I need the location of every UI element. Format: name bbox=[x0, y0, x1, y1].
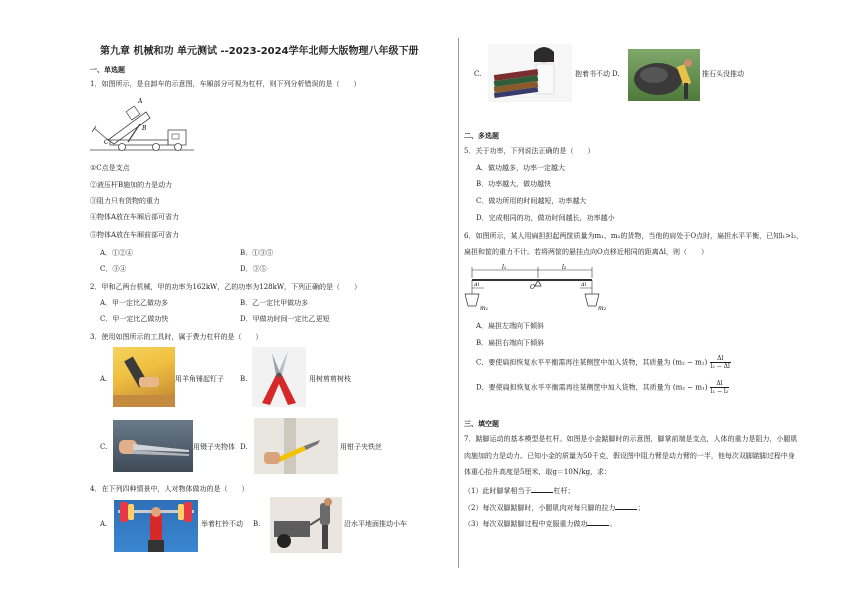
q3-option-d-label: 用钳子夹铁丝 bbox=[340, 443, 382, 451]
q6-option-c-text: C．要使扁担恢复水平平衡需再往某侧筐中加入货物，其质量为 bbox=[476, 358, 671, 367]
q4-option-c-label: 抱着书不动 bbox=[575, 70, 610, 78]
q1-option-a[interactable]: A．①②④ bbox=[100, 249, 134, 257]
q4-option-d-image bbox=[628, 49, 700, 101]
q3-option-d-letter[interactable]: D. bbox=[240, 443, 248, 451]
q7-sub3-end: 。 bbox=[609, 520, 617, 528]
q6-option-c-denominator: l₂ − Δl bbox=[710, 363, 730, 370]
q2-option-b[interactable]: B．乙一定比甲做功多 bbox=[240, 299, 309, 307]
q3-stem: 3．使用如图所示的工具时，属于费力杠杆的是（ ） bbox=[90, 333, 263, 341]
q3-option-a-image bbox=[113, 347, 175, 407]
q1-item-5: ⑤物体A放在车厢前部可省力 bbox=[90, 231, 180, 239]
q5-option-d[interactable]: D．完成相同的功，做功时间越长，功率越小 bbox=[476, 214, 615, 222]
q1-option-b[interactable]: B．①③⑤ bbox=[240, 249, 274, 257]
q6-option-d-fraction bbox=[710, 380, 730, 395]
carrying-pole-figure bbox=[462, 262, 610, 314]
label-l2: l₂ bbox=[562, 264, 567, 271]
q3-option-b-label: 用树剪剪树枝 bbox=[309, 375, 351, 383]
fig-label-b: B bbox=[142, 125, 147, 132]
q7-sub2-text: （2）每次双脚踮脚时，小腿肌肉对每只脚的拉力 bbox=[464, 504, 616, 512]
q3-option-d-image bbox=[254, 418, 338, 474]
q1-item-1: ①C点是支点 bbox=[90, 164, 130, 172]
q7-sub2-end: ； bbox=[637, 504, 645, 512]
q6-option-a[interactable]: A．扁担左端向下倾斜 bbox=[476, 322, 545, 330]
q5-stem: 5．关于功率，下列说法正确的是（ ） bbox=[464, 147, 595, 155]
q6-stem-line1: 6．如图所示，某人用扁担担起两筐质量为m₁、m₂的货物，当他的肩处于O点时，扁担水平平衡，已知l₁>l₂， bbox=[464, 232, 804, 240]
label-dl-left: Δl bbox=[474, 282, 480, 288]
q4-option-d-label: 推石头没推动 bbox=[702, 70, 744, 78]
q1-option-c[interactable]: C．③④ bbox=[100, 265, 127, 273]
q4-option-d-letter[interactable]: D. bbox=[612, 70, 620, 78]
q7-sub1-blank[interactable] bbox=[531, 485, 553, 493]
column-divider bbox=[458, 38, 459, 568]
q7-sub3 bbox=[464, 518, 616, 529]
q7-sub1-end: 杠杆； bbox=[553, 487, 575, 495]
fig-label-a: A bbox=[138, 98, 143, 105]
q4-option-a-image bbox=[114, 500, 198, 552]
q1-item-4: ④物体A放在车厢后部可省力 bbox=[90, 213, 180, 221]
q1-item-3: ③阻力只有货物的重力 bbox=[90, 197, 160, 205]
dump-truck-figure bbox=[88, 94, 196, 156]
q3-option-c-image bbox=[113, 420, 193, 472]
q7-line1: 7．踮脚运动的基本模型是杠杆。如图是小金踮脚时的示意图，脚掌前端是支点，人体的重力是阻力，小腿肌 bbox=[464, 435, 798, 443]
label-o: O bbox=[530, 284, 535, 291]
q7-sub1 bbox=[464, 485, 574, 496]
q3-option-a-letter[interactable]: A. bbox=[100, 375, 108, 383]
q5-option-a[interactable]: A．做功越多，功率一定越大 bbox=[476, 164, 566, 172]
q6-stem-line2: 扁担和筐的重力不计。若将两筐的悬挂点向O点移近相同的距离Δl，则（ ） bbox=[464, 248, 709, 256]
q6-option-b[interactable]: B．扁担右端向下倾斜 bbox=[476, 339, 545, 347]
q7-line2: 肉施加的力是动力。已知小金的质量为50千克，假设图中阻力臂是动力臂的一半，他每次双脚踮脚过程中身 bbox=[464, 452, 795, 460]
q4-stem: 4．在下列四种情景中，人对物体做功的是（ ） bbox=[90, 485, 249, 493]
q1-option-d[interactable]: D．③⑤ bbox=[240, 265, 267, 273]
q7-sub2-blank[interactable] bbox=[615, 502, 637, 510]
q4-option-a-letter[interactable]: A. bbox=[100, 520, 108, 528]
q6-option-c-fraction bbox=[710, 355, 731, 370]
q4-option-b-image bbox=[270, 497, 342, 553]
section-fill-blank: 三、填空题 bbox=[464, 420, 499, 428]
q5-option-c[interactable]: C．做功所用的时间越短，功率越大 bbox=[476, 197, 587, 205]
q6-option-c-numerator: Δl bbox=[710, 355, 731, 363]
q2-option-d[interactable]: D．甲做功时间一定比乙更短 bbox=[240, 315, 330, 323]
q3-option-b-letter[interactable]: B. bbox=[240, 375, 248, 383]
q2-option-c[interactable]: C．甲一定比乙做功快 bbox=[100, 315, 169, 323]
q6-option-c-coef: (m₂ − m₁) bbox=[672, 358, 708, 367]
q2-option-a[interactable]: A．甲一定比乙做功多 bbox=[100, 299, 169, 307]
q3-option-c-label: 用镊子夹物体 bbox=[193, 443, 235, 451]
q7-sub3-blank[interactable] bbox=[587, 518, 609, 526]
q6-option-d[interactable] bbox=[476, 380, 729, 395]
q6-option-d-numerator: Δl bbox=[710, 380, 730, 388]
q5-option-b[interactable]: B．功率越大，做功越快 bbox=[476, 180, 552, 188]
q6-option-d-denominator: l₁ − l₂ bbox=[710, 388, 729, 395]
q4-option-b-letter[interactable]: B. bbox=[253, 520, 261, 528]
q7-sub1-text: （1）此时脚掌相当于 bbox=[464, 487, 532, 495]
page-title: 第九章 机械和功 单元测试 --2023-2024学年北师大版物理八年级下册 bbox=[100, 46, 419, 57]
q6-option-d-text: D．要使扁担恢复水平平衡需再往某侧筐中加入货物，其质量为 bbox=[476, 383, 671, 392]
fig-label-c: C bbox=[104, 139, 109, 146]
q7-sub2 bbox=[464, 502, 644, 513]
label-m1: m₁ bbox=[480, 305, 489, 312]
q4-option-a-label: 举着杠铃不动 bbox=[201, 520, 243, 528]
label-m2: m₂ bbox=[598, 305, 607, 312]
label-dl-right: Δl bbox=[581, 282, 587, 288]
q4-option-b-label: 沿水平地面推动小车 bbox=[344, 520, 407, 528]
q4-option-c-letter[interactable]: C. bbox=[474, 70, 482, 78]
q1-item-2: ②液压杆B施加的力是动力 bbox=[90, 181, 173, 189]
q4-option-c-image bbox=[488, 44, 572, 102]
q7-line3: 体重心抬升高度是5厘米，取g＝10N/kg，求： bbox=[464, 468, 612, 476]
q6-option-d-coef: (m₂ − m₁) bbox=[672, 383, 708, 392]
q2-stem: 2．甲和乙两台机械，甲的功率为162kW，乙的功率为128kW，下列正确的是（ ） bbox=[90, 283, 362, 291]
label-l1: l₁ bbox=[502, 264, 507, 271]
q1-stem: 1．如图所示，是自卸车的示意图，车厢部分可视为杠杆，则下列分析错误的是（ ） bbox=[90, 80, 361, 88]
section-multi-choice: 二、多选题 bbox=[464, 132, 499, 140]
section-single-choice: 一、单选题 bbox=[90, 66, 125, 74]
q3-option-a-label: 用羊角锤起钉子 bbox=[175, 375, 224, 383]
q7-sub3-text: （3）每次双脚踮脚过程中克服重力做功 bbox=[464, 520, 588, 528]
q3-option-c-letter[interactable]: C. bbox=[100, 443, 108, 451]
q6-option-c[interactable] bbox=[476, 355, 731, 370]
q3-option-b-image bbox=[252, 347, 306, 407]
